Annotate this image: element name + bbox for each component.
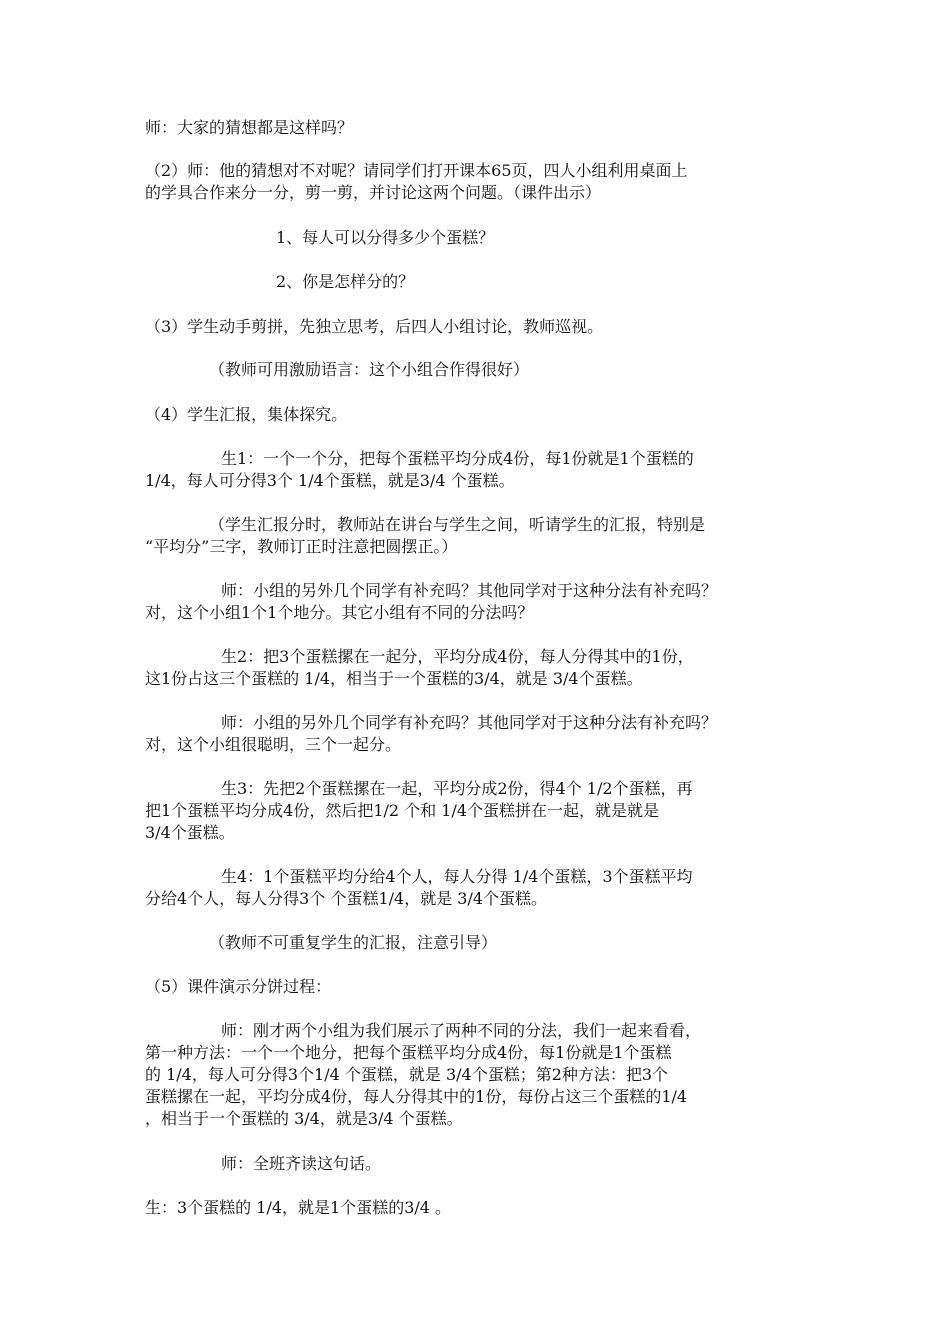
text-line: 2、你是怎样分的？ xyxy=(276,272,415,291)
text-line: 生4：1个蛋糕平均分给4个人，每人分得 1/4个蛋糕，3个蛋糕平均 xyxy=(221,867,693,886)
text-line: “平均分”三字，教师订正时注意把圆摆正。） xyxy=(145,537,458,556)
text-line: （2）师：他的猜想对不对呢？请同学们打开课本65页，四人小组利用桌面上 xyxy=(145,161,688,180)
text-line: （教师可用激励语言：这个小组合作得很好） xyxy=(209,360,530,379)
teacher-followup-2 xyxy=(145,712,815,756)
text-line: 生1：一个一个分，把每个蛋糕平均分成4份，每1份就是1个蛋糕的 xyxy=(221,449,694,468)
text-line: 第一种方法：一个一个地分，把每个蛋糕平均分成4份，每1份就是1个蛋糕 xyxy=(145,1043,672,1062)
text-line: 分给4个人，每人分得3个 个蛋糕1/4，就是 3/4个蛋糕。 xyxy=(145,889,548,908)
teacher-demo-explanation xyxy=(145,1020,815,1130)
paragraph-step-3 xyxy=(145,316,815,338)
text-line: （学生汇报分时，教师站在讲台与学生之间，听请学生的汇报，特别是 xyxy=(209,515,706,534)
text-line: （3）学生动手剪拼，先独立思考，后四人小组讨论，教师巡视。 xyxy=(145,317,604,336)
student-conclusion xyxy=(145,1197,815,1219)
text-line: 的 1/4，每人可分得3个1/4 个蛋糕，就是 3/4个蛋糕；第2种方法：把3个 xyxy=(145,1065,669,1084)
text-line: ，相当于一个蛋糕的 3/4，就是3/4 个蛋糕。 xyxy=(145,1109,463,1128)
text-line: 生2：把3个蛋糕摞在一起分，平均分成4份，每人分得其中的1份， xyxy=(221,647,694,666)
text-line: （4）学生汇报，集体探究。 xyxy=(145,405,348,424)
text-line: （教师不可重复学生的汇报，注意引导） xyxy=(209,933,498,952)
question-2 xyxy=(276,271,946,293)
student-3-report xyxy=(145,778,815,844)
text-line: 生：3个蛋糕的 1/4，就是1个蛋糕的3/4 。 xyxy=(145,1198,452,1217)
text-line: 蛋糕摞在一起，平均分成4份，每人分得其中的1份，每份占这三个蛋糕的1/4 xyxy=(145,1087,688,1106)
paragraph-step-4 xyxy=(145,404,815,426)
text-line: 把1个蛋糕平均分成4份，然后把1/2 个和 1/4个蛋糕拼在一起，就是就是 xyxy=(145,801,660,820)
text-line: 1、每人可以分得多少个蛋糕？ xyxy=(276,228,495,247)
question-1 xyxy=(276,227,946,249)
text-line: 师：小组的另外几个同学有补充吗？其他同学对于这种分法有补充吗？ xyxy=(221,713,718,732)
paragraph-step-5 xyxy=(145,976,815,998)
text-line: 师：全班齐读这句话。 xyxy=(221,1154,382,1173)
teacher-note-guide xyxy=(209,932,879,954)
paragraph-teacher-question xyxy=(145,117,815,139)
text-line: 生3：先把2个蛋糕摞在一起，平均分成2份，得4个 1/2个蛋糕，再 xyxy=(221,779,693,798)
text-line: 1/4，每人可分得3个 1/4个蛋糕，就是3/4 个蛋糕。 xyxy=(145,471,515,490)
text-line: （5）课件演示分饼过程： xyxy=(145,977,332,996)
text-line: 师：小组的另外几个同学有补充吗？其他同学对于这种分法有补充吗？ xyxy=(221,581,718,600)
text-line: 对，这个小组很聪明，三个一起分。 xyxy=(145,735,402,754)
text-line: 师：刚才两个小组为我们展示了两种不同的分法，我们一起来看看， xyxy=(221,1021,702,1040)
paragraph-step-2 xyxy=(145,160,815,204)
student-2-report xyxy=(145,646,815,690)
text-line: 的学具合作来分一分，剪一剪，并讨论这两个问题。（课件出示） xyxy=(145,183,602,202)
teacher-followup-1 xyxy=(145,580,815,624)
text-line: 这1份占这三个蛋糕的 1/4，相当于一个蛋糕的3/4，就是 3/4个蛋糕。 xyxy=(145,669,643,688)
teacher-note-report xyxy=(145,514,815,558)
teacher-note-encourage xyxy=(209,359,879,381)
student-1-report xyxy=(145,448,815,492)
text-line: 对，这个小组1个1个地分。其它小组有不同的分法吗？ xyxy=(145,603,534,622)
teacher-read-aloud xyxy=(145,1153,815,1175)
student-4-report xyxy=(145,866,815,910)
text-line: 师：大家的猜想都是这样吗？ xyxy=(145,118,354,137)
text-line: 3/4个蛋糕。 xyxy=(145,823,235,842)
